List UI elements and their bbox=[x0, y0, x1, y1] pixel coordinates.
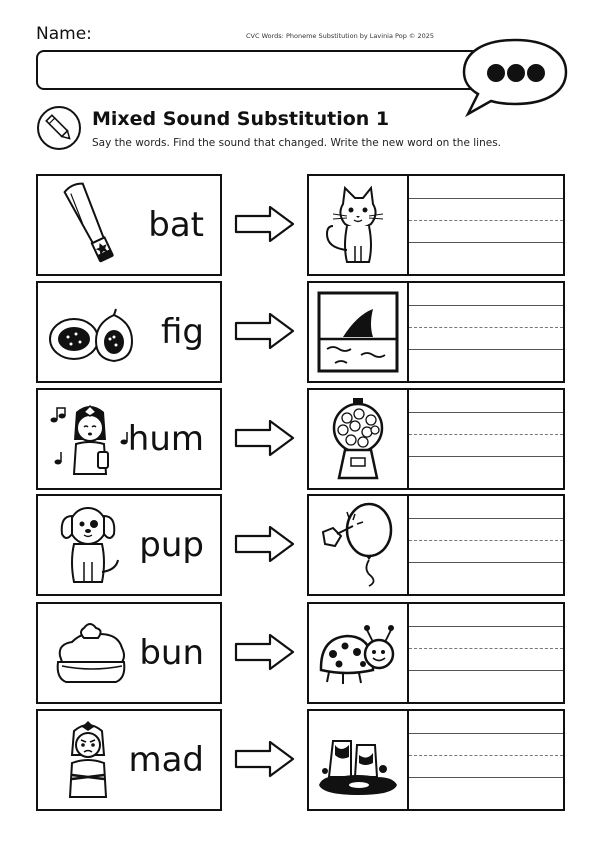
given-word: pup bbox=[139, 525, 204, 565]
picture-box bbox=[307, 709, 409, 811]
arrow-right-icon bbox=[234, 524, 296, 564]
speech-bubble-icon bbox=[460, 36, 570, 118]
word-card bbox=[36, 709, 222, 811]
muddy-boots-icon bbox=[313, 715, 403, 805]
worksheet-instructions: Say the words. Find the sound that changed. Write the new word on the lines. bbox=[92, 137, 502, 149]
picture-box bbox=[307, 388, 409, 490]
given-word: fig bbox=[161, 312, 204, 352]
given-word: bat bbox=[148, 205, 204, 245]
given-word: mad bbox=[128, 740, 204, 780]
angry-girl-icon bbox=[44, 715, 138, 805]
picture-box bbox=[307, 494, 409, 596]
fig-fruit-icon bbox=[44, 287, 138, 377]
word-card bbox=[36, 602, 222, 704]
cat-icon bbox=[313, 180, 403, 270]
arrow-right-icon bbox=[234, 311, 296, 351]
picture-box bbox=[307, 174, 409, 276]
name-label: Name: bbox=[36, 24, 92, 44]
answer-lines[interactable] bbox=[407, 494, 565, 596]
cinnamon-bun-icon bbox=[44, 608, 138, 698]
answer-lines[interactable] bbox=[407, 602, 565, 704]
word-card bbox=[36, 174, 222, 276]
worksheet-title: Mixed Sound Substitution 1 bbox=[92, 108, 390, 130]
given-word: hum bbox=[127, 419, 204, 459]
humming-girl-icon bbox=[44, 394, 138, 484]
answer-lines[interactable] bbox=[407, 709, 565, 811]
arrow-right-icon bbox=[234, 739, 296, 779]
answer-lines[interactable] bbox=[407, 281, 565, 383]
picture-box bbox=[307, 602, 409, 704]
puppy-icon bbox=[44, 500, 138, 590]
popping-balloon-icon bbox=[313, 500, 403, 590]
credit-line: CVC Words: Phoneme Substitution by Lavinia Pop © 2025 bbox=[246, 32, 435, 40]
shark-fin-icon bbox=[313, 287, 403, 377]
pencil-icon bbox=[36, 105, 82, 151]
ladybug-icon bbox=[313, 608, 403, 698]
word-card bbox=[36, 494, 222, 596]
picture-box bbox=[307, 281, 409, 383]
word-card bbox=[36, 281, 222, 383]
name-field[interactable] bbox=[36, 50, 480, 90]
baseball-bat-icon bbox=[44, 180, 138, 270]
arrow-right-icon bbox=[234, 418, 296, 458]
answer-lines[interactable] bbox=[407, 174, 565, 276]
arrow-right-icon bbox=[234, 632, 296, 672]
word-card bbox=[36, 388, 222, 490]
given-word: bun bbox=[139, 633, 204, 673]
gumball-machine-icon bbox=[313, 394, 403, 484]
answer-lines[interactable] bbox=[407, 388, 565, 490]
arrow-right-icon bbox=[234, 204, 296, 244]
